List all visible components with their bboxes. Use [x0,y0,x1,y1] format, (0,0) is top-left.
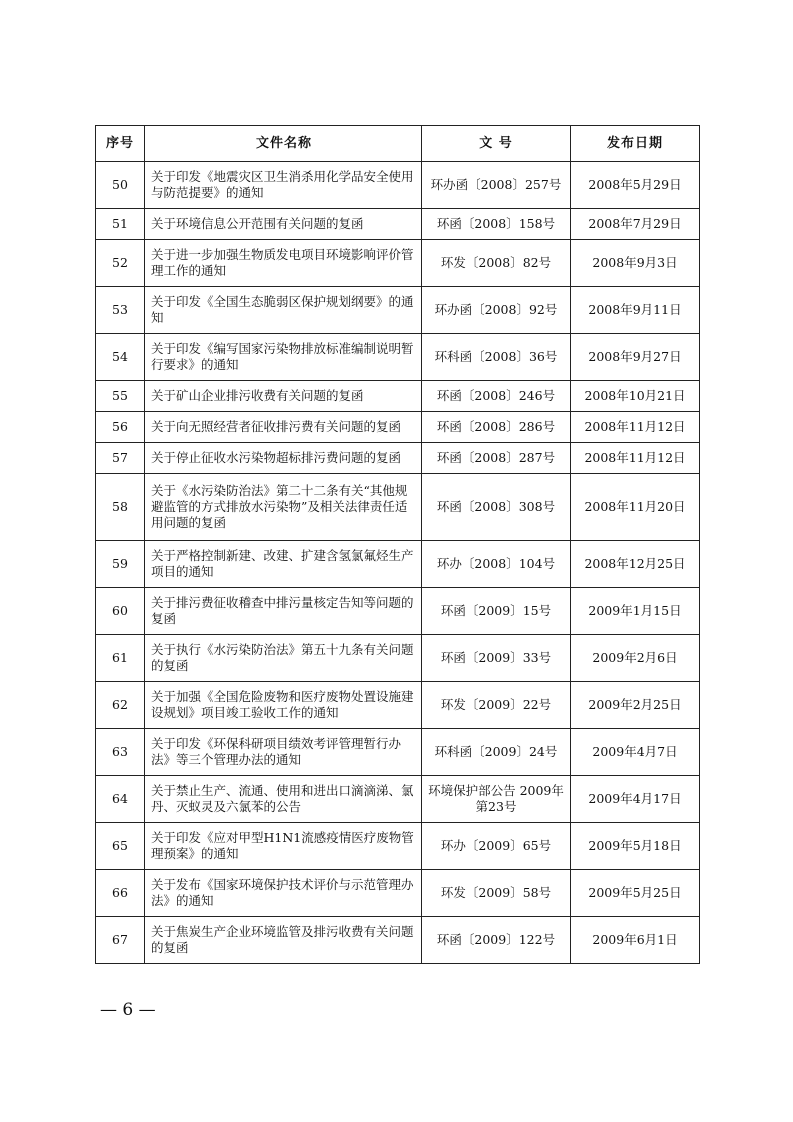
cell-title: 关于禁止生产、流通、使用和进出口滴滴涕、氯丹、灭蚁灵及六氯苯的公告 [145,776,422,823]
table-header-row [96,126,700,162]
cell-title: 关于排污费征收稽查中排污量核定告知等问题的复函 [145,588,422,635]
cell-seq: 59 [96,541,145,588]
cell-date: 2009年4月17日 [571,776,700,823]
cell-date: 2008年11月12日 [571,412,700,443]
table-row [96,635,700,682]
table-row [96,541,700,588]
cell-title: 关于印发《环保科研项目绩效考评管理暂行办法》等三个管理办法的通知 [145,729,422,776]
cell-title: 关于进一步加强生物质发电项目环境影响评价管理工作的通知 [145,240,422,287]
cell-number: 环办函〔2008〕92号 [422,287,571,334]
cell-date: 2008年12月25日 [571,541,700,588]
cell-title: 关于向无照经营者征收排污费有关问题的复函 [145,412,422,443]
cell-date: 2009年5月25日 [571,870,700,917]
cell-seq: 60 [96,588,145,635]
table-row [96,381,700,412]
table-row [96,412,700,443]
cell-date: 2009年2月25日 [571,682,700,729]
cell-date: 2008年7月29日 [571,209,700,240]
cell-seq: 50 [96,162,145,209]
cell-title: 关于环境信息公开范围有关问题的复函 [145,209,422,240]
cell-title: 关于印发《地震灾区卫生消杀用化学品安全使用与防范提要》的通知 [145,162,422,209]
table-row [96,917,700,964]
cell-number: 环办〔2009〕65号 [422,823,571,870]
cell-date: 2008年11月12日 [571,443,700,474]
cell-seq: 62 [96,682,145,729]
cell-seq: 65 [96,823,145,870]
cell-number: 环发〔2009〕58号 [422,870,571,917]
cell-title: 关于焦炭生产企业环境监管及排污收费有关问题的复函 [145,917,422,964]
page-number: — 6 — [100,1000,156,1020]
cell-date: 2009年6月1日 [571,917,700,964]
table-row [96,334,700,381]
table-row [96,588,700,635]
cell-number: 环办函〔2008〕257号 [422,162,571,209]
cell-number: 环函〔2008〕286号 [422,412,571,443]
cell-seq: 64 [96,776,145,823]
cell-number: 环函〔2008〕308号 [422,474,571,541]
cell-number: 环函〔2009〕122号 [422,917,571,964]
cell-date: 2008年5月29日 [571,162,700,209]
table-row [96,870,700,917]
cell-title: 关于加强《全国危险废物和医疗废物处置设施建设规划》项目竣工验收工作的通知 [145,682,422,729]
cell-number: 环函〔2009〕15号 [422,588,571,635]
cell-seq: 56 [96,412,145,443]
cell-number: 环函〔2008〕287号 [422,443,571,474]
cell-seq: 52 [96,240,145,287]
table-row [96,209,700,240]
cell-seq: 61 [96,635,145,682]
cell-number: 环函〔2009〕33号 [422,635,571,682]
document-table [95,125,700,964]
cell-date: 2009年5月18日 [571,823,700,870]
header-date: 发布日期 [571,126,700,162]
cell-title: 关于执行《水污染防治法》第五十九条有关问题的复函 [145,635,422,682]
cell-number: 环发〔2009〕22号 [422,682,571,729]
cell-number: 环境保护部公告 2009年第23号 [422,776,571,823]
table-row [96,287,700,334]
cell-title: 关于矿山企业排污收费有关问题的复函 [145,381,422,412]
cell-seq: 53 [96,287,145,334]
table-row [96,729,700,776]
table-row [96,474,700,541]
cell-date: 2008年10月21日 [571,381,700,412]
table-row [96,823,700,870]
table-row [96,682,700,729]
cell-date: 2008年9月27日 [571,334,700,381]
cell-number: 环函〔2008〕246号 [422,381,571,412]
cell-seq: 57 [96,443,145,474]
header-title: 文件名称 [145,126,422,162]
cell-number: 环科函〔2009〕24号 [422,729,571,776]
cell-date: 2009年2月6日 [571,635,700,682]
header-seq: 序号 [96,126,145,162]
table-row [96,240,700,287]
cell-seq: 66 [96,870,145,917]
cell-number: 环函〔2008〕158号 [422,209,571,240]
cell-date: 2008年9月11日 [571,287,700,334]
cell-seq: 54 [96,334,145,381]
cell-title: 关于停止征收水污染物超标排污费问题的复函 [145,443,422,474]
cell-number: 环发〔2008〕82号 [422,240,571,287]
cell-title: 关于发布《国家环境保护技术评价与示范管理办法》的通知 [145,870,422,917]
table-row [96,443,700,474]
cell-seq: 67 [96,917,145,964]
cell-date: 2008年9月3日 [571,240,700,287]
cell-number: 环科函〔2008〕36号 [422,334,571,381]
header-number: 文 号 [422,126,571,162]
cell-title: 关于印发《全国生态脆弱区保护规划纲要》的通知 [145,287,422,334]
cell-title: 关于印发《编写国家污染物排放标准编制说明暂行要求》的通知 [145,334,422,381]
cell-title: 关于印发《应对甲型H1N1流感疫情医疗废物管理预案》的通知 [145,823,422,870]
cell-seq: 51 [96,209,145,240]
cell-seq: 63 [96,729,145,776]
table-row [96,162,700,209]
cell-date: 2009年4月7日 [571,729,700,776]
cell-title: 关于严格控制新建、改建、扩建含氢氯氟烃生产项目的通知 [145,541,422,588]
cell-seq: 58 [96,474,145,541]
table-row [96,776,700,823]
cell-seq: 55 [96,381,145,412]
cell-date: 2008年11月20日 [571,474,700,541]
cell-title: 关于《水污染防治法》第二十二条有关“其他规避监管的方式排放水污染物”及相关法律责任适用问题的复函 [145,474,422,541]
cell-date: 2009年1月15日 [571,588,700,635]
cell-number: 环办〔2008〕104号 [422,541,571,588]
